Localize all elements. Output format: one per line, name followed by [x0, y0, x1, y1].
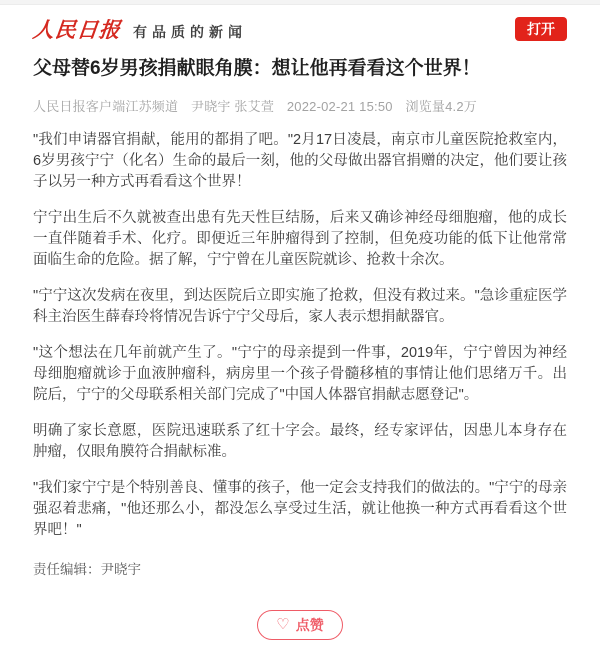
paragraph: "我们家宁宁是个特别善良、懂事的孩子，他一定会支持我们的做法的。"宁宁的母亲强忍着悲痛，"他还那么小，都没怎么享受过生活，就让他换一种方式再看看这个世界吧！"	[33, 479, 567, 538]
meta-datetime: 2022-02-21 15:50	[286, 98, 393, 114]
peoples-daily-logo: 人民日报	[31, 17, 123, 42]
meta-view-count: 浏览量4.2万	[405, 98, 477, 114]
editor-credit: 责任编辑：尹晓宇	[33, 561, 141, 577]
brand-tagline: 有品质的新闻	[133, 24, 247, 40]
article-title: 父母替6岁男孩捐献眼角膜：想让他再看看这个世界！	[33, 58, 481, 79]
article-meta	[33, 96, 567, 115]
open-app-button[interactable]: 打开	[515, 17, 567, 41]
app-banner	[0, 5, 600, 43]
like-button-row	[33, 610, 567, 656]
like-button-label: 点赞	[295, 616, 324, 633]
meta-source: 人民日报客户端江苏频道	[33, 98, 179, 114]
paragraph: 明确了家长意愿，医院迅速联系了红十字会。最终，经专家评估，因患儿本身存在肿瘤，仅眼角膜符合捐献标准。	[33, 422, 567, 460]
paragraph: "这个想法在几年前就产生了。"宁宁的母亲提到一件事，2019年，宁宁曾因为神经母细胞瘤就诊于血液肿瘤科，病房里一个孩子骨髓移植的事情让他们思绪万千。出院后，宁宁的父母联系相关部门完成了"中国人体器官捐献志愿登记"。	[33, 344, 567, 403]
paragraph: 宁宁出生后不久就被查出患有先天性巨结肠，后来又确诊神经母细胞瘤，他的成长一直伴随着手术、化疗。即便近三年肿瘤得到了控制，但免疫功能的低下让他常常面临生命的危险。据了解，宁宁曾在儿童医院就诊、抢救十余次。	[33, 209, 567, 268]
meta-authors: 尹晓宇 张艾萱	[191, 98, 275, 114]
article-paragraphs	[33, 130, 567, 541]
brand	[33, 14, 247, 44]
heart-icon: ♡	[276, 616, 290, 634]
paragraph: "宁宁这次发病在夜里，到达医院后立即实施了抢救，但没有救过来。"急诊重症医学科主治医生薛春玲将情况告诉宁宁父母后，家人表示想捐献器官。	[33, 287, 567, 325]
like-button[interactable]	[257, 610, 342, 640]
paragraph: "我们申请器官捐献，能用的都捐了吧。"2月17日凌晨，南京市儿童医院抢救室内，6岁男孩宁宁（化名）生命的最后一刻，他的父母做出器官捐赠的决定，他们要让孩子以另一种方式再看看这个世界！	[33, 131, 567, 190]
article-body	[0, 56, 600, 656]
